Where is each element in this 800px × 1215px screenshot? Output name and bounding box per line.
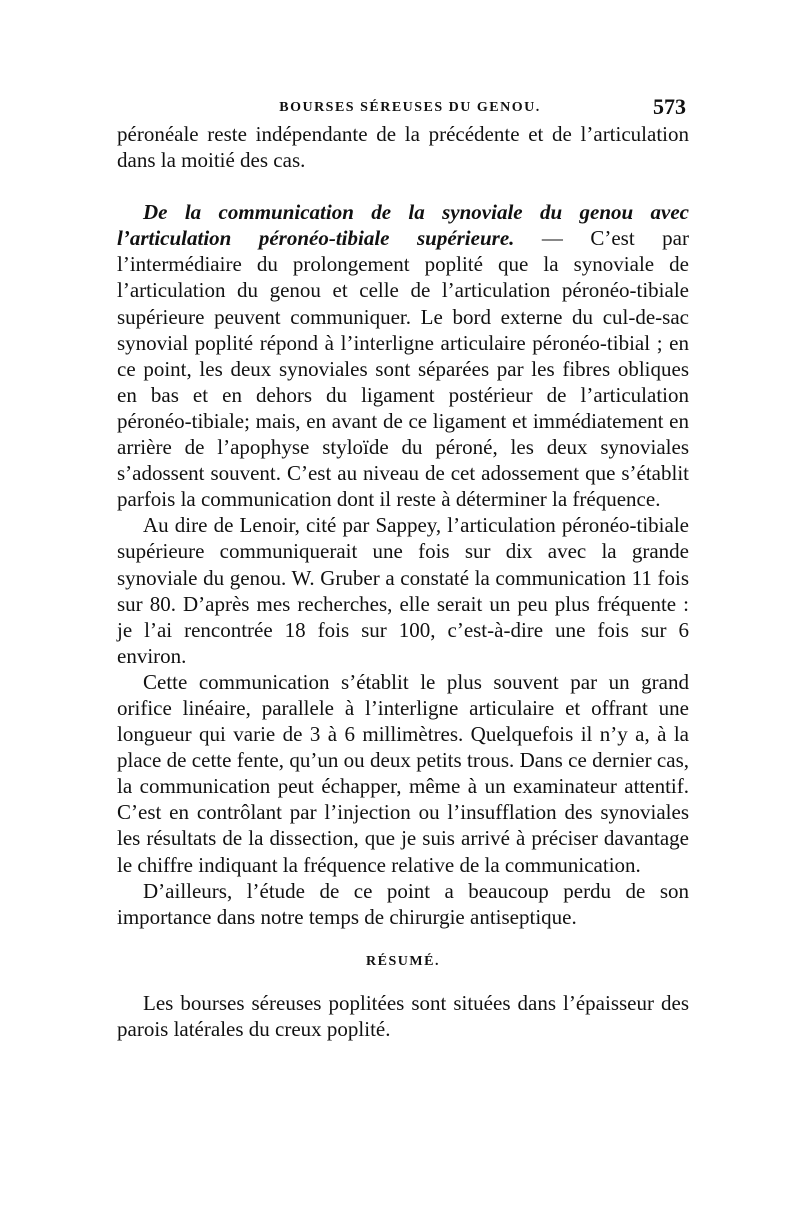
section-paragraph xyxy=(117,199,689,512)
resume-paragraph: Les bourses séreuses poplitées sont situées dans l’épaisseur des parois latérales du creux poplité. xyxy=(117,990,689,1041)
running-title: BOURSES SÉREUSES DU GENOU. xyxy=(279,100,541,115)
paragraph-continuation: péronéale reste indépendante de la précédente et de l’articulation dans la moitié des cas. xyxy=(117,122,689,173)
page-number: 573 xyxy=(653,94,686,119)
paragraph-communication: Cette communication s’établit le plus souvent par un grand orifice linéaire, parallele à l’interligne articulaire et offrant une longueur qui varie de 3 à 6 millimètres. Quelquefois il n’y a, à la place de cette fente, qu’un ou deux petits trous. Dans ce dernier cas, la communication peut échapper, même à un examinateur attentif. C’est en contrôlant par l’injection ou l’insufflation des synoviales les résultats de la dissection, que je suis arrivé à préciser davantage le chiffre indiquant la fréquence relative de la communication. xyxy=(117,669,689,877)
paragraph-importance: D’ailleurs, l’étude de ce point a beaucoup perdu de son importance dans notre temps de chirurgie antiseptique. xyxy=(117,878,689,929)
paragraph-lenoir: Au dire de Lenoir, cité par Sappey, l’articulation péronéo-tibiale supérieure communiquerait une fois sur dix avec la grande synoviale du genou. W. Gruber a constaté la communication 11 fois sur 80. D’après mes recherches, elle serait un peu plus fréquente : je l’ai rencontrée 18 fois sur 100, c’est-à-dire une fois sur 6 environ. xyxy=(117,513,689,668)
resume-heading: RÉSUMÉ. xyxy=(366,953,440,969)
body-text xyxy=(117,121,689,1042)
running-head xyxy=(118,94,686,120)
section-heading: De la communication de la synoviale du genou avec l’articulation péronéo-tibiale supérieure. xyxy=(117,200,689,251)
section-body: — C’est par l’intermédiaire du prolongement poplité que la synoviale de l’articulation du genou et celle de l’articulation péronéo-tibiale supérieure peuvent communiquer. Le bord externe du cul-de-sac synovial poplité répond à l’interligne articulaire péronéo-tibial ; en ce point, les deux synoviales sont séparées par les fibres obliques en bas et en dehors du ligament postérieur de l’articulation péronéo-tibiale; mais, en avant de ce ligament et immédiatement en arrière de l’apophyse styloïde du péroné, les deux synoviales s’adossent souvent. C’est au niveau de cet adossement que s’établit parfois la communication dont il reste à déterminer la fréquence. xyxy=(117,226,689,512)
